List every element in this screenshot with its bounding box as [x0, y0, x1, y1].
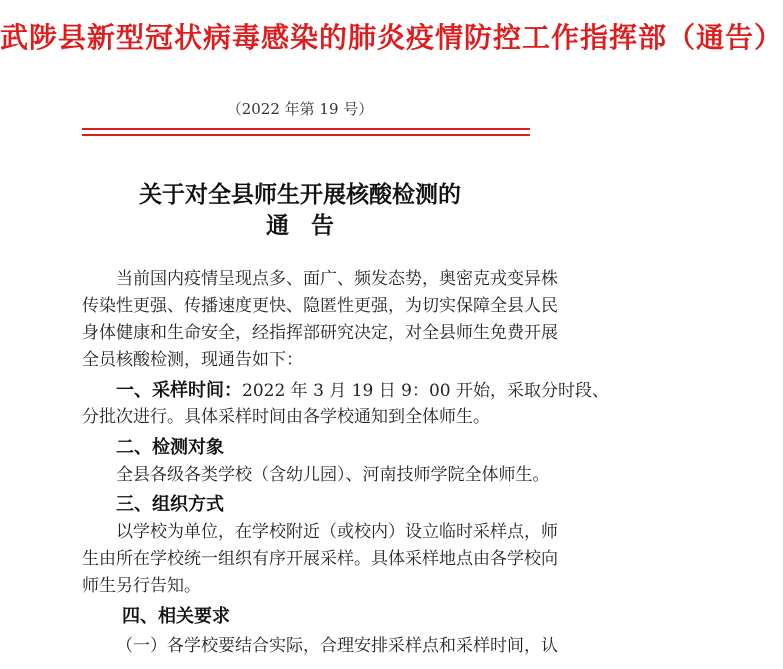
notice-title-line2: 通告 — [266, 212, 356, 239]
red-divider-top — [82, 128, 530, 130]
section-3-line-3: 师生另行告知。 — [82, 576, 201, 596]
section-1-line-2: 分批次进行。具体采样时间由各学校通知到全体师生。 — [82, 407, 490, 427]
section-4-line-1: （一）各学校要结合实际，合理安排采样点和采样时间，认 — [116, 636, 558, 656]
section-4-heading: 四、相关要求 — [122, 606, 230, 627]
section-3-line-2: 生由所在学校统一组织有序开展采样。具体采样地点由各学校向 — [82, 549, 558, 569]
section-2-line-1: 全县各级各类学校（含幼儿园）、河南技师学院全体师生。 — [116, 465, 550, 485]
red-divider-bottom — [82, 134, 530, 136]
section-1-text: 2022 年 3 月 19 日 9：00 开始，采取分时段、 — [242, 381, 609, 401]
section-3-heading: 三、组织方式 — [116, 494, 224, 515]
intro-line-3: 身体健康和生命安全，经指挥部研究决定，对全县师生免费开展 — [82, 323, 558, 343]
intro-line-1: 当前国内疫情呈现点多、面广、频发态势，奥密克戎变异株 — [116, 269, 558, 289]
notice-title-line1: 关于对全县师生开展核酸检测的 — [139, 181, 461, 208]
issuer-header: 武陟县新型冠状病毒感染的肺炎疫情防控工作指挥部（通告） — [0, 21, 783, 54]
section-1-line-1 — [82, 377, 609, 405]
section-1-heading: 一、采样时间： — [116, 380, 242, 401]
section-2-heading: 二、检测对象 — [116, 437, 224, 458]
document-number: （2022 年第 19 号） — [226, 100, 374, 118]
section-3-line-1: 以学校为单位，在学校附近（或校内）设立临时采样点，师 — [116, 522, 558, 542]
intro-line-4: 全员核酸检测，现通告如下： — [82, 350, 303, 370]
intro-line-2: 传染性更强、传播速度更快、隐匿性更强，为切实保障全县人民 — [82, 296, 558, 316]
